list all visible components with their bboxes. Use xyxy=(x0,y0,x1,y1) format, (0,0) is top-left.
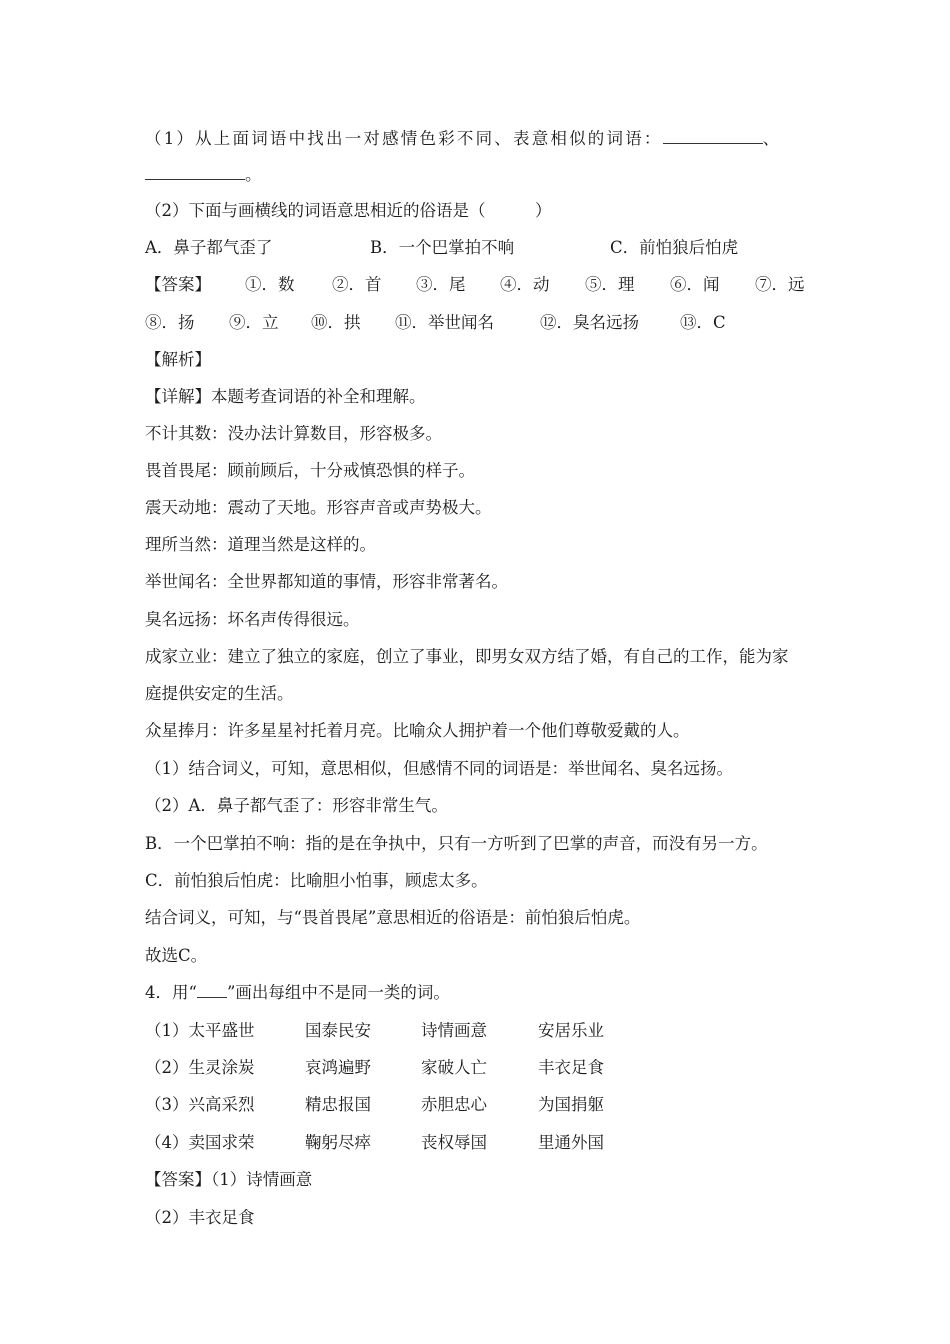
question-part1-cont xyxy=(145,163,840,187)
answer-item: ②．首 xyxy=(332,275,382,294)
analysis-line: 理所当然：道理当然是这样的。 xyxy=(145,535,376,554)
word-cell: （2）生灵涂炭 xyxy=(145,1058,255,1077)
word-cell: 丧权辱国 xyxy=(421,1133,487,1152)
answer-item: ⑨．立 xyxy=(229,313,279,332)
analysis-line: 不计其数：没办法计算数目，形容极多。 xyxy=(145,424,442,443)
answer-item: ⑥．闻 xyxy=(670,275,720,294)
answer-item: ⑫．臭名远扬 xyxy=(540,313,639,332)
answer-item: ⑩．拱 xyxy=(311,313,361,332)
word-cell: 鞠躬尽瘁 xyxy=(305,1133,371,1152)
analysis-line: 臭名远扬：坏名声传得很远。 xyxy=(145,610,360,629)
option-b: B．一个巴掌拍不响 xyxy=(370,238,515,257)
answer-item: ④．动 xyxy=(500,275,550,294)
word-cell: 安居乐业 xyxy=(538,1021,604,1040)
word-cell: 诗情画意 xyxy=(421,1021,487,1040)
analysis-line: 故选C。 xyxy=(145,946,208,965)
analysis-line: 庭提供安定的生活。 xyxy=(145,684,294,703)
answer-item: ⑬．C xyxy=(680,313,726,332)
analysis-line: 畏首畏尾：顾前顾后，十分戒慎恐惧的样子。 xyxy=(145,461,475,480)
blank-end-punct: 。 xyxy=(245,165,262,184)
word-cell: 为国捐躯 xyxy=(538,1095,604,1114)
answer-label: 【答案】 xyxy=(145,275,211,294)
question-part2 xyxy=(145,199,840,223)
word-cell: 国泰民安 xyxy=(305,1021,371,1040)
question-4 xyxy=(145,981,840,1005)
question-part1 xyxy=(145,127,840,151)
question-part1-text: （1）从上面词语中找出一对感情色彩不同、表意相似的词语： xyxy=(145,129,663,148)
option-c: C．前怕狼后怕虎 xyxy=(610,238,739,257)
answer-blank-2 xyxy=(145,163,245,180)
analysis-line: 举世闻名：全世界都知道的事情，形容非常著名。 xyxy=(145,572,508,591)
underline-sample xyxy=(197,981,227,998)
answer-label: 【答案】 xyxy=(145,1170,211,1189)
question-4-suffix: ”画出每组中不是同一类的词。 xyxy=(226,983,450,1002)
word-cell: 哀鸿遍野 xyxy=(305,1058,371,1077)
option-a: A．鼻子都气歪了 xyxy=(145,238,273,257)
analysis-line: 结合词义，可知，与“畏首畏尾”意思相近的俗语是：前怕狼后怕虎。 xyxy=(145,908,641,927)
analysis-line: （1）结合词义，可知，意思相似，但感情不同的词语是：举世闻名、臭名远扬。 xyxy=(145,759,733,778)
word-cell: 丰衣足食 xyxy=(538,1058,604,1077)
analysis-heading: 【解析】 xyxy=(145,350,211,369)
question-4-prefix: 4．用“ xyxy=(145,983,197,1002)
word-cell: 赤胆忠心 xyxy=(421,1095,487,1114)
answer-item: ⑧．扬 xyxy=(145,313,195,332)
word-cell: （3）兴高采烈 xyxy=(145,1095,255,1114)
answer-4-line-1 xyxy=(145,1168,840,1192)
analysis-line: （2）A．鼻子都气歪了：形容非常生气。 xyxy=(145,796,448,815)
answer-item: ③．尾 xyxy=(416,275,466,294)
answer-blank-1 xyxy=(663,127,763,144)
word-cell: （1）太平盛世 xyxy=(145,1021,255,1040)
analysis-line: B．一个巴掌拍不响：指的是在争执中，只有一方听到了巴掌的声音，而没有另一方。 xyxy=(145,834,768,853)
word-cell: 精忠报国 xyxy=(305,1095,371,1114)
blank-separator: 、 xyxy=(762,129,782,148)
question-part2-text: （2）下面与画横线的词语意思相近的俗语是（ ） xyxy=(145,201,552,220)
answer-4-item: （1）诗情画意 xyxy=(211,1170,313,1189)
answer-4-line-2: （2）丰衣足食 xyxy=(145,1208,255,1227)
analysis-line: C．前怕狼后怕虎：比喻胆小怕事，顾虑太多。 xyxy=(145,871,488,890)
analysis-line: 【详解】本题考查词语的补全和理解。 xyxy=(145,387,426,406)
word-cell: 家破人亡 xyxy=(421,1058,487,1077)
answer-item: ⑤．理 xyxy=(585,275,635,294)
answer-item: ⑪．举世闻名 xyxy=(395,313,494,332)
analysis-line: 震天动地：震动了天地。形容声音或声势极大。 xyxy=(145,498,492,517)
word-cell: 里通外国 xyxy=(538,1133,604,1152)
answer-item: ⑦．远 xyxy=(755,275,805,294)
answer-item: ①．数 xyxy=(245,275,295,294)
analysis-line: 成家立业：建立了独立的家庭，创立了事业，即男女双方结了婚，有自己的工作，能为家 xyxy=(145,647,789,666)
analysis-line: 众星捧月：许多星星衬托着月亮。比喻众人拥护着一个他们尊敬爱戴的人。 xyxy=(145,721,690,740)
word-cell: （4）卖国求荣 xyxy=(145,1133,255,1152)
